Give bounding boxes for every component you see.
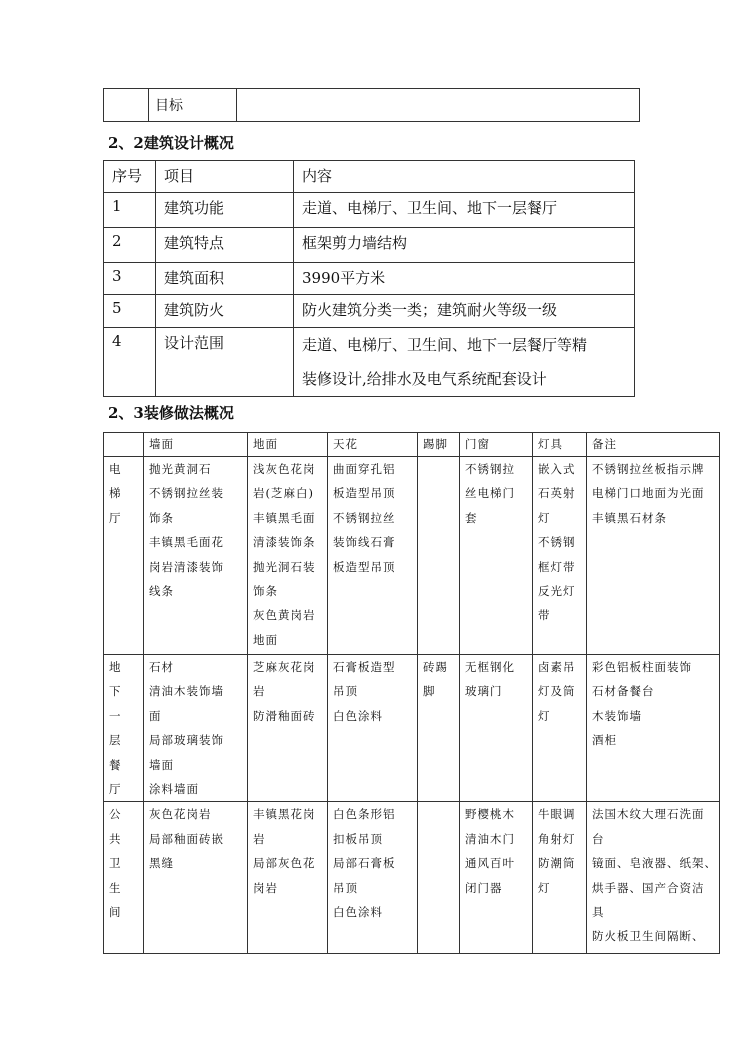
table-header-row	[104, 433, 720, 457]
cell: 抛光黄洞石 不锈钢拉丝装 饰条 丰镇黑毛面花 岗岩清漆装饰 线条	[144, 457, 248, 655]
cell: 地 下 一 层 餐 厅	[104, 655, 144, 802]
section-heading-2-2: 2、2建筑设计概况	[108, 134, 234, 152]
building-overview-table	[103, 160, 635, 397]
cell: 走道、电梯厅、卫生间、地下一层餐厅	[294, 193, 635, 228]
cell: 曲面穿孔铝 板造型吊顶 不锈钢拉丝 装饰线石膏 板造型吊顶	[328, 457, 418, 655]
cell: 建筑面积	[156, 263, 294, 295]
cell: 砖踢 脚	[418, 655, 460, 802]
cell: 建筑特点	[156, 228, 294, 263]
cell-label: 目标	[149, 89, 237, 122]
cell: 丰镇黑花岗 岩 局部灰色花 岗岩	[248, 802, 328, 954]
cell-empty	[104, 89, 149, 122]
cell: 法国木纹大理石洗面 台 镜面、皂液器、纸架、 烘手器、国产合资洁 具 防火板卫生间隔断、	[587, 802, 720, 954]
cell: 框架剪力墙结构	[294, 228, 635, 263]
decoration-table	[103, 432, 720, 954]
cell: 石膏板造型 吊顶 白色涂料	[328, 655, 418, 802]
cell-value	[237, 89, 640, 122]
header-cell: 灯具	[533, 433, 587, 457]
cell: 5	[104, 295, 156, 328]
cell: 卤素吊 灯及筒 灯	[533, 655, 587, 802]
cell: 嵌入式 石英射 灯 不锈钢 框灯带 反光灯 带	[533, 457, 587, 655]
cell: 3	[104, 263, 156, 295]
cell: 3990平方米	[294, 263, 635, 295]
cell: 无框钢化 玻璃门	[460, 655, 533, 802]
table-row	[104, 263, 635, 295]
header-cell: 备注	[587, 433, 720, 457]
table-row	[104, 295, 635, 328]
cell: 不锈钢拉丝板指示牌 电梯门口地面为光面 丰镇黑石材条	[587, 457, 720, 655]
cell: 野樱桃木 清油木门 通风百叶 闭门器	[460, 802, 533, 954]
cell: 建筑功能	[156, 193, 294, 228]
header-cell: 地面	[248, 433, 328, 457]
table-row	[104, 89, 640, 122]
table-row	[104, 802, 720, 954]
cell: 电 梯 厅	[104, 457, 144, 655]
table-row	[104, 457, 720, 655]
top-table	[103, 88, 640, 122]
header-cell: 踢脚	[418, 433, 460, 457]
cell: 防火建筑分类一类；建筑耐火等级一级	[294, 295, 635, 328]
cell: 灰色花岗岩 局部釉面砖嵌 黑缝	[144, 802, 248, 954]
cell: 白色条形铝 扣板吊顶 局部石膏板 吊顶 白色涂料	[328, 802, 418, 954]
cell: 2	[104, 228, 156, 263]
cell	[418, 457, 460, 655]
cell: 走道、电梯厅、卫生间、地下一层餐厅等精 装修设计,给排水及电气系统配套设计	[294, 328, 635, 397]
cell: 建筑防火	[156, 295, 294, 328]
table-row	[104, 193, 635, 228]
cell: 石材 清油木装饰墙 面 局部玻璃装饰 墙面 涂料墙面	[144, 655, 248, 802]
cell: 4	[104, 328, 156, 397]
table-row	[104, 655, 720, 802]
cell: 浅灰色花岗 岩(芝麻白) 丰镇黑毛面 清漆装饰条 抛光洞石装 饰条 灰色黄岗岩 地面	[248, 457, 328, 655]
cell: 牛眼调 角射灯 防潮筒 灯	[533, 802, 587, 954]
cell: 芝麻灰花岗 岩 防滑釉面砖	[248, 655, 328, 802]
table-row	[104, 228, 635, 263]
header-cell: 天花	[328, 433, 418, 457]
cell: 公 共 卫 生 间	[104, 802, 144, 954]
header-cell: 墙面	[144, 433, 248, 457]
cell	[418, 802, 460, 954]
header-cell: 内容	[294, 161, 635, 193]
header-cell: 门窗	[460, 433, 533, 457]
table-row	[104, 328, 635, 397]
table-header-row	[104, 161, 635, 193]
cell: 不锈钢拉 丝电梯门 套	[460, 457, 533, 655]
section-heading-2-3: 2、3装修做法概况	[108, 404, 234, 422]
header-cell: 项目	[156, 161, 294, 193]
header-cell: 序号	[104, 161, 156, 193]
cell: 1	[104, 193, 156, 228]
cell: 彩色铝板柱面装饰 石材备餐台 木装饰墙 酒柜	[587, 655, 720, 802]
cell: 设计范围	[156, 328, 294, 397]
header-cell	[104, 433, 144, 457]
